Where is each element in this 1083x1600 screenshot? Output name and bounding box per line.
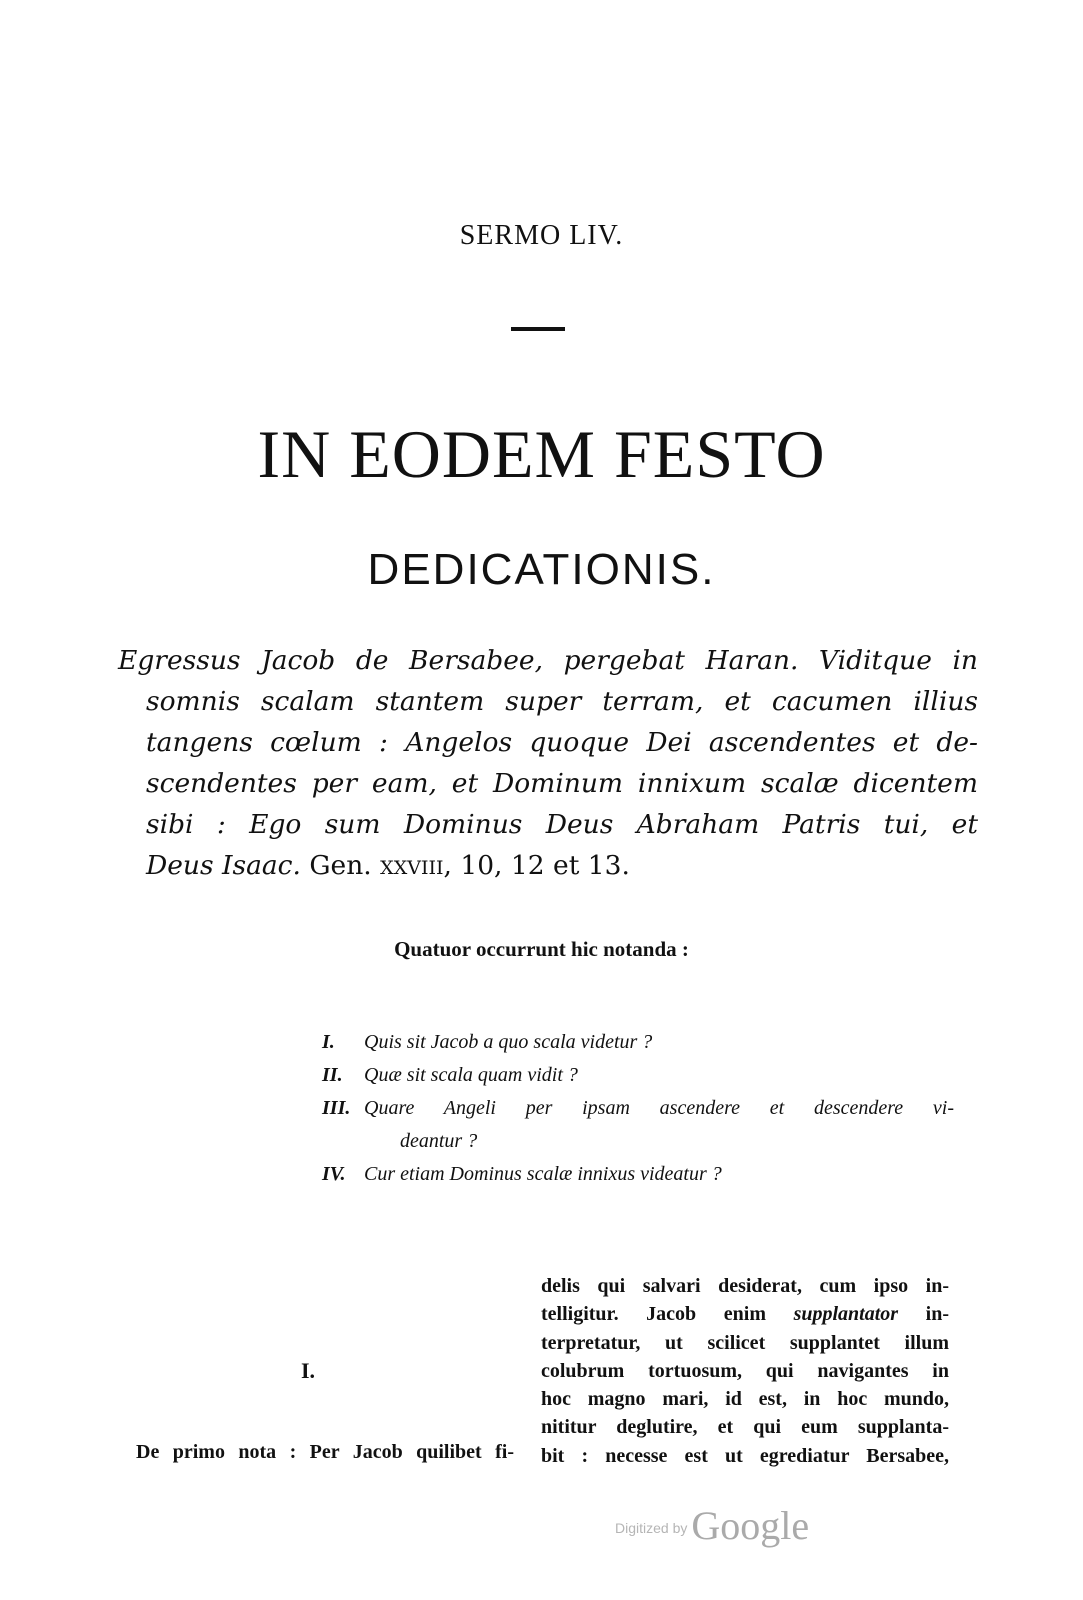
text-fragment: telligitur. Jacob enim bbox=[541, 1303, 766, 1326]
list-item bbox=[322, 1092, 962, 1125]
text-line: bit : necesse est ut egrediatur Bersabee, bbox=[541, 1444, 949, 1467]
point-number: III. bbox=[322, 1097, 351, 1119]
text-line: colubrum tortuosum, qui navigantes in bbox=[541, 1359, 949, 1382]
left-column-text: De primo nota : Per Jacob quilibet fi- bbox=[136, 1441, 514, 1463]
page-subtitle: DEDICATIONIS. bbox=[367, 545, 716, 594]
epigraph-line: tangens cœlum : Angelos quoque Dei ascendentes et de- bbox=[146, 727, 978, 758]
text-line: terpretatur, ut scilicet supplantet illum bbox=[541, 1331, 949, 1354]
point-number: IV. bbox=[322, 1163, 346, 1185]
digitized-watermark bbox=[615, 1502, 809, 1549]
point-text: Quare Angeli per ipsam ascendere et descendere vi- bbox=[364, 1097, 954, 1119]
points-intro: Quatuor occurrunt hic notanda : bbox=[394, 937, 689, 961]
google-logo: Google bbox=[691, 1503, 810, 1548]
emphasis: supplantator bbox=[793, 1303, 899, 1326]
list-item bbox=[322, 1059, 962, 1092]
epigraph-line: scendentes per eam, et Dominum innixum scalæ dicentem bbox=[146, 768, 978, 799]
epigraph-line: Deus Isaac. bbox=[146, 850, 301, 881]
title-divider bbox=[511, 327, 565, 331]
reference-chapter: xxviii, bbox=[380, 850, 452, 881]
scripture-reference bbox=[309, 850, 630, 881]
reference-verses: 10, 12 et 13. bbox=[460, 850, 630, 881]
text-line: delis qui salvari desiderat, cum ipso in- bbox=[541, 1275, 949, 1297]
right-column-text bbox=[541, 1272, 949, 1470]
text-line: nititur deglutire, et qui eum supplanta- bbox=[541, 1416, 949, 1439]
reference-book: Gen. bbox=[309, 850, 372, 881]
points-list bbox=[322, 1026, 962, 1191]
point-number: II. bbox=[322, 1064, 343, 1086]
point-text: Quis sit Jacob a quo scala videtur ? bbox=[364, 1031, 653, 1053]
text-line: hoc magno mari, id est, in hoc mundo, bbox=[541, 1388, 949, 1411]
point-text: Cur etiam Dominus scalæ innixus videatur ? bbox=[364, 1163, 722, 1185]
text-fragment: in- bbox=[925, 1303, 949, 1326]
text-line bbox=[541, 1300, 949, 1328]
epigraph-line: sibi : Ego sum Dominus Deus Abraham Patris tui, et bbox=[146, 809, 978, 840]
sermon-number: SERMO LIV. bbox=[459, 220, 624, 251]
list-item bbox=[322, 1158, 962, 1191]
digitized-label: Digitized by bbox=[615, 1520, 688, 1536]
page-title: IN EODEM FESTO bbox=[257, 416, 826, 492]
point-text: Quæ sit scala quam vidit ? bbox=[364, 1064, 578, 1086]
scripture-epigraph bbox=[118, 640, 978, 886]
epigraph-line: Egressus Jacob de Bersabee, pergebat Haran. Viditque in bbox=[118, 645, 978, 676]
point-number: I. bbox=[322, 1031, 335, 1053]
epigraph-last-line bbox=[118, 845, 978, 886]
epigraph-line: somnis scalam stantem super terram, et cacumen illius bbox=[146, 686, 978, 717]
list-item bbox=[322, 1026, 962, 1059]
point-text: deantur ? bbox=[400, 1130, 478, 1152]
list-item-continuation bbox=[322, 1125, 962, 1158]
section-number: I. bbox=[301, 1358, 316, 1383]
